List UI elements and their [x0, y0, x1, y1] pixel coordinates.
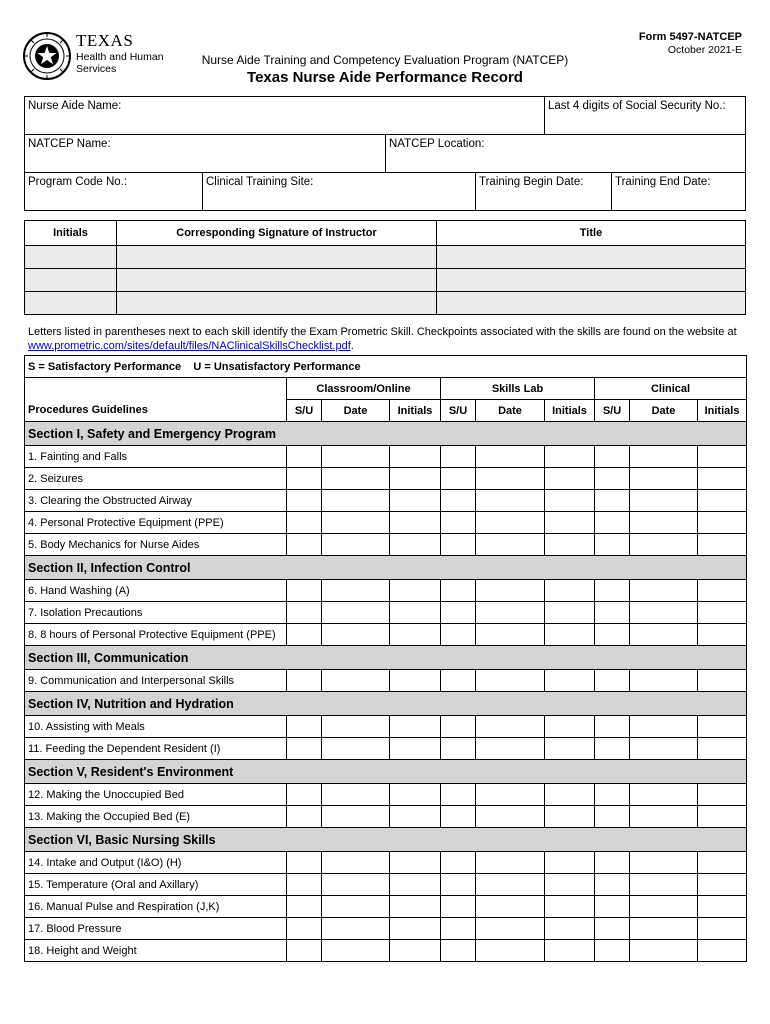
skills-lab-initials-cell[interactable] — [545, 534, 595, 556]
clinical-date-cell[interactable] — [630, 716, 698, 738]
clinical-initials-cell[interactable] — [698, 446, 747, 468]
logo-agency: Health and Human Services — [76, 51, 164, 75]
instructor-table — [24, 220, 746, 315]
initials-header: Initials — [545, 400, 595, 422]
natcep-name-label: NATCEP Name: — [28, 138, 111, 150]
skill-label: 2. Seizures — [25, 468, 287, 490]
nurse-aide-name-label: Nurse Aide Name: — [28, 100, 122, 112]
classroom-date-cell[interactable] — [322, 490, 390, 512]
skills-lab-initials-cell[interactable] — [545, 738, 595, 760]
classroom-initials-cell[interactable] — [390, 806, 441, 828]
skills-table — [24, 355, 747, 962]
skills-lab-su-cell[interactable] — [441, 490, 476, 512]
clinical-date-cell[interactable] — [630, 940, 698, 962]
skills-lab-initials-cell[interactable] — [545, 918, 595, 940]
clinical-su-cell[interactable] — [595, 918, 630, 940]
section-header-row — [25, 422, 747, 446]
skill-label: 13. Making the Occupied Bed (E) — [25, 806, 287, 828]
classroom-initials-cell[interactable] — [390, 874, 441, 896]
initials-header: Initials — [698, 400, 747, 422]
date-header: Date — [322, 400, 390, 422]
skills-lab-su-cell[interactable] — [441, 446, 476, 468]
skills-lab-initials-cell[interactable] — [545, 624, 595, 646]
form-title: Texas Nurse Aide Performance Record — [247, 69, 523, 86]
classroom-initials-cell[interactable] — [390, 446, 441, 468]
instructor-row — [25, 246, 746, 269]
natcep-name-field[interactable] — [24, 134, 386, 173]
classroom-date-cell[interactable] — [322, 534, 390, 556]
initials-header: Initials — [25, 221, 117, 246]
classroom-date-cell[interactable] — [322, 918, 390, 940]
classroom-date-cell[interactable] — [322, 784, 390, 806]
instructor-row — [25, 292, 746, 315]
clinical-date-cell[interactable] — [630, 738, 698, 760]
skill-row — [25, 624, 747, 646]
skills-lab-date-cell[interactable] — [476, 512, 545, 534]
skill-label: 16. Manual Pulse and Respiration (J,K) — [25, 896, 287, 918]
clinical-initials-cell[interactable] — [698, 896, 747, 918]
skills-lab-su-cell[interactable] — [441, 468, 476, 490]
skills-lab-su-cell[interactable] — [441, 580, 476, 602]
clinical-initials-cell[interactable] — [698, 940, 747, 962]
clinical-initials-cell[interactable] — [698, 918, 747, 940]
classroom-date-cell[interactable] — [322, 852, 390, 874]
clinical-date-cell[interactable] — [630, 624, 698, 646]
classroom-su-cell[interactable] — [287, 446, 322, 468]
skills-lab-su-cell[interactable] — [441, 602, 476, 624]
skill-row — [25, 490, 747, 512]
classroom-su-cell[interactable] — [287, 670, 322, 692]
clinical-date-cell[interactable] — [630, 512, 698, 534]
title-input[interactable] — [437, 269, 746, 292]
clinical-initials-cell[interactable] — [698, 468, 747, 490]
signature-header: Corresponding Signature of Instructor — [117, 221, 437, 246]
classroom-initials-cell[interactable] — [390, 852, 441, 874]
clinical-su-cell[interactable] — [595, 940, 630, 962]
program-code-label: Program Code No.: — [28, 176, 128, 188]
clinical-initials-cell[interactable] — [698, 670, 747, 692]
classroom-su-cell[interactable] — [287, 940, 322, 962]
skills-lab-date-cell[interactable] — [476, 852, 545, 874]
note-text: Letters listed in parentheses next to each skill identify the Exam Prometric Skill. Checkpoints associated with the skills are found on the website at — [28, 326, 737, 338]
skills-lab-initials-cell[interactable] — [545, 852, 595, 874]
ssn-field[interactable] — [544, 96, 746, 135]
clinical-su-cell[interactable] — [595, 874, 630, 896]
skills-lab-date-cell[interactable] — [476, 446, 545, 468]
section-title: Section IV, Nutrition and Hydration — [25, 692, 747, 716]
signature-input[interactable] — [117, 269, 437, 292]
group-clinical: Clinical — [595, 378, 747, 400]
clinical-initials-cell[interactable] — [698, 624, 747, 646]
classroom-su-cell[interactable] — [287, 602, 322, 624]
begin-date-label: Training Begin Date: — [479, 176, 584, 188]
skill-row — [25, 468, 747, 490]
classroom-su-cell[interactable] — [287, 468, 322, 490]
classroom-initials-cell[interactable] — [390, 918, 441, 940]
ssn-label: Last 4 digits of Social Security No.: — [548, 100, 726, 112]
instructions-note — [28, 325, 750, 353]
skill-label: 17. Blood Pressure — [25, 918, 287, 940]
skills-lab-initials-cell[interactable] — [545, 670, 595, 692]
skill-row — [25, 446, 747, 468]
procedures-spacer — [25, 378, 287, 400]
classroom-initials-cell[interactable] — [390, 940, 441, 962]
clinical-initials-cell[interactable] — [698, 784, 747, 806]
title-header: Title — [437, 221, 746, 246]
form-number: Form 5497-NATCEP — [638, 31, 742, 43]
classroom-initials-cell[interactable] — [390, 490, 441, 512]
note-end: . — [350, 340, 354, 352]
initials-input[interactable] — [25, 269, 117, 292]
classroom-su-cell[interactable] — [287, 490, 322, 512]
classroom-date-cell[interactable] — [322, 874, 390, 896]
classroom-date-cell[interactable] — [322, 468, 390, 490]
skill-row — [25, 670, 747, 692]
skill-row — [25, 940, 747, 962]
skills-lab-su-cell[interactable] — [441, 512, 476, 534]
skills-lab-initials-cell[interactable] — [545, 716, 595, 738]
skills-lab-initials-cell[interactable] — [545, 512, 595, 534]
title-input[interactable] — [437, 246, 746, 269]
skills-lab-initials-cell[interactable] — [545, 896, 595, 918]
skill-label: 10. Assisting with Meals — [25, 716, 287, 738]
clinical-date-cell[interactable] — [630, 918, 698, 940]
skill-label: 5. Body Mechanics for Nurse Aides — [25, 534, 287, 556]
clinical-su-cell[interactable] — [595, 602, 630, 624]
classroom-initials-cell[interactable] — [390, 738, 441, 760]
legend: S = Satisfactory Performance U = Unsatisfactory Performance — [25, 356, 747, 378]
clinical-date-cell[interactable] — [630, 468, 698, 490]
skills-lab-su-cell[interactable] — [441, 670, 476, 692]
skill-row — [25, 738, 747, 760]
classroom-initials-cell[interactable] — [390, 580, 441, 602]
classroom-su-cell[interactable] — [287, 896, 322, 918]
skills-lab-initials-cell[interactable] — [545, 874, 595, 896]
skills-lab-date-cell[interactable] — [476, 624, 545, 646]
skill-label: 11. Feeding the Dependent Resident (I) — [25, 738, 287, 760]
skill-row — [25, 806, 747, 828]
group-skills-lab: Skills Lab — [441, 378, 595, 400]
classroom-date-cell[interactable] — [322, 738, 390, 760]
classroom-initials-cell[interactable] — [390, 896, 441, 918]
clinical-su-cell[interactable] — [595, 490, 630, 512]
skill-row — [25, 896, 747, 918]
clinical-initials-cell[interactable] — [698, 738, 747, 760]
clinical-date-cell[interactable] — [630, 580, 698, 602]
signature-input[interactable] — [117, 246, 437, 269]
clinical-initials-cell[interactable] — [698, 602, 747, 624]
signature-input[interactable] — [117, 292, 437, 315]
clinical-site-label: Clinical Training Site: — [206, 176, 314, 188]
classroom-su-cell[interactable] — [287, 806, 322, 828]
date-header: Date — [630, 400, 698, 422]
classroom-date-cell[interactable] — [322, 716, 390, 738]
skills-lab-su-cell[interactable] — [441, 896, 476, 918]
classroom-su-cell[interactable] — [287, 874, 322, 896]
skills-lab-su-cell[interactable] — [441, 716, 476, 738]
classroom-su-cell[interactable] — [287, 580, 322, 602]
skill-row — [25, 602, 747, 624]
skills-lab-su-cell[interactable] — [441, 940, 476, 962]
skill-label: 12. Making the Unoccupied Bed — [25, 784, 287, 806]
logo-texas: TEXAS — [76, 31, 134, 50]
section-title: Section III, Communication — [25, 646, 747, 670]
skills-lab-initials-cell[interactable] — [545, 784, 595, 806]
section-header-row — [25, 692, 747, 716]
classroom-initials-cell[interactable] — [390, 468, 441, 490]
skills-lab-su-cell[interactable] — [441, 534, 476, 556]
clinical-date-cell[interactable] — [630, 534, 698, 556]
skills-lab-date-cell[interactable] — [476, 896, 545, 918]
end-date-field[interactable] — [611, 172, 746, 211]
group-classroom: Classroom/Online — [287, 378, 441, 400]
classroom-date-cell[interactable] — [322, 580, 390, 602]
clinical-initials-cell[interactable] — [698, 852, 747, 874]
section-header-row — [25, 556, 747, 580]
natcep-location-label: NATCEP Location: — [389, 138, 485, 150]
skill-row — [25, 852, 747, 874]
clinical-date-cell[interactable] — [630, 806, 698, 828]
classroom-date-cell[interactable] — [322, 896, 390, 918]
clinical-su-cell[interactable] — [595, 446, 630, 468]
initials-input[interactable] — [25, 292, 117, 315]
classroom-date-cell[interactable] — [322, 670, 390, 692]
clinical-date-cell[interactable] — [630, 490, 698, 512]
skills-lab-initials-cell[interactable] — [545, 446, 595, 468]
skills-lab-su-cell[interactable] — [441, 852, 476, 874]
section-title: Section II, Infection Control — [25, 556, 747, 580]
classroom-date-cell[interactable] — [322, 446, 390, 468]
clinical-su-cell[interactable] — [595, 738, 630, 760]
clinical-date-cell[interactable] — [630, 852, 698, 874]
skill-label: 7. Isolation Precautions — [25, 602, 287, 624]
skills-lab-date-cell[interactable] — [476, 940, 545, 962]
nurse-aide-name-field[interactable] — [24, 96, 545, 135]
skill-label: 1. Fainting and Falls — [25, 446, 287, 468]
section-header-row — [25, 828, 747, 852]
clinical-su-cell[interactable] — [595, 716, 630, 738]
program-name: Nurse Aide Training and Competency Evaluation Program (NATCEP) — [201, 53, 569, 67]
skills-lab-su-cell[interactable] — [441, 624, 476, 646]
classroom-su-cell[interactable] — [287, 716, 322, 738]
skills-lab-initials-cell[interactable] — [545, 602, 595, 624]
end-date-label: Training End Date: — [615, 176, 711, 188]
skills-lab-date-cell[interactable] — [476, 580, 545, 602]
skills-lab-date-cell[interactable] — [476, 806, 545, 828]
clinical-su-cell[interactable] — [595, 512, 630, 534]
classroom-initials-cell[interactable] — [390, 670, 441, 692]
form-date: October 2021-E — [667, 44, 742, 56]
classroom-date-cell[interactable] — [322, 624, 390, 646]
skill-row — [25, 874, 747, 896]
skills-lab-date-cell[interactable] — [476, 784, 545, 806]
skills-lab-date-cell[interactable] — [476, 534, 545, 556]
classroom-date-cell[interactable] — [322, 512, 390, 534]
classroom-initials-cell[interactable] — [390, 624, 441, 646]
program-code-field[interactable] — [24, 172, 203, 211]
clinical-su-cell[interactable] — [595, 624, 630, 646]
clinical-date-cell[interactable] — [630, 896, 698, 918]
classroom-initials-cell[interactable] — [390, 784, 441, 806]
skill-label: 9. Communication and Interpersonal Skills — [25, 670, 287, 692]
section-header-row — [25, 760, 747, 784]
classroom-su-cell[interactable] — [287, 738, 322, 760]
section-title: Section VI, Basic Nursing Skills — [25, 828, 747, 852]
skills-lab-su-cell[interactable] — [441, 784, 476, 806]
classroom-su-cell[interactable] — [287, 784, 322, 806]
classroom-su-cell[interactable] — [287, 918, 322, 940]
skill-label: 15. Temperature (Oral and Axillary) — [25, 874, 287, 896]
clinical-initials-cell[interactable] — [698, 580, 747, 602]
su-header: S/U — [441, 400, 476, 422]
skill-label: 8. 8 hours of Personal Protective Equipment (PPE) — [25, 624, 287, 646]
clinical-initials-cell[interactable] — [698, 716, 747, 738]
skills-lab-initials-cell[interactable] — [545, 940, 595, 962]
clinical-date-cell[interactable] — [630, 874, 698, 896]
skill-label: 18. Height and Weight — [25, 940, 287, 962]
skill-label: 6. Hand Washing (A) — [25, 580, 287, 602]
skill-label: 4. Personal Protective Equipment (PPE) — [25, 512, 287, 534]
classroom-date-cell[interactable] — [322, 940, 390, 962]
prometric-link[interactable]: www.prometric.com/sites/default/files/NAClinicalSkillsChecklist.pdf — [28, 340, 351, 352]
skill-row — [25, 534, 747, 556]
skills-lab-su-cell[interactable] — [441, 918, 476, 940]
skill-row — [25, 918, 747, 940]
skills-lab-su-cell[interactable] — [441, 738, 476, 760]
skill-row — [25, 512, 747, 534]
classroom-su-cell[interactable] — [287, 852, 322, 874]
skills-lab-su-cell[interactable] — [441, 874, 476, 896]
clinical-su-cell[interactable] — [595, 852, 630, 874]
classroom-su-cell[interactable] — [287, 512, 322, 534]
clinical-initials-cell[interactable] — [698, 534, 747, 556]
skills-lab-date-cell[interactable] — [476, 670, 545, 692]
clinical-date-cell[interactable] — [630, 784, 698, 806]
classroom-initials-cell[interactable] — [390, 534, 441, 556]
clinical-su-cell[interactable] — [595, 806, 630, 828]
clinical-date-cell[interactable] — [630, 446, 698, 468]
clinical-site-field[interactable] — [202, 172, 476, 211]
clinical-su-cell[interactable] — [595, 670, 630, 692]
classroom-su-cell[interactable] — [287, 624, 322, 646]
skill-label: 14. Intake and Output (I&O) (H) — [25, 852, 287, 874]
skill-row — [25, 784, 747, 806]
skills-lab-date-cell[interactable] — [476, 918, 545, 940]
classroom-initials-cell[interactable] — [390, 512, 441, 534]
clinical-su-cell[interactable] — [595, 896, 630, 918]
initials-header: Initials — [390, 400, 441, 422]
clinical-initials-cell[interactable] — [698, 806, 747, 828]
section-header-row — [25, 646, 747, 670]
su-header: S/U — [595, 400, 630, 422]
procedures-header: Procedures Guidelines — [25, 400, 287, 422]
clinical-su-cell[interactable] — [595, 784, 630, 806]
section-title: Section I, Safety and Emergency Program — [25, 422, 747, 446]
skills-lab-date-cell[interactable] — [476, 874, 545, 896]
section-title: Section V, Resident's Environment — [25, 760, 747, 784]
skills-lab-initials-cell[interactable] — [545, 468, 595, 490]
clinical-su-cell[interactable] — [595, 580, 630, 602]
skills-lab-su-cell[interactable] — [441, 806, 476, 828]
skills-lab-initials-cell[interactable] — [545, 580, 595, 602]
clinical-date-cell[interactable] — [630, 670, 698, 692]
skills-lab-date-cell[interactable] — [476, 738, 545, 760]
title-input[interactable] — [437, 292, 746, 315]
date-header: Date — [476, 400, 545, 422]
classroom-su-cell[interactable] — [287, 534, 322, 556]
skill-label: 3. Clearing the Obstructed Airway — [25, 490, 287, 512]
classroom-date-cell[interactable] — [322, 602, 390, 624]
skills-lab-date-cell[interactable] — [476, 602, 545, 624]
skills-lab-date-cell[interactable] — [476, 716, 545, 738]
clinical-initials-cell[interactable] — [698, 512, 747, 534]
classroom-date-cell[interactable] — [322, 806, 390, 828]
su-header: S/U — [287, 400, 322, 422]
skills-lab-date-cell[interactable] — [476, 468, 545, 490]
skill-row — [25, 716, 747, 738]
skills-lab-initials-cell[interactable] — [545, 806, 595, 828]
instructor-row — [25, 269, 746, 292]
clinical-su-cell[interactable] — [595, 468, 630, 490]
begin-date-field[interactable] — [475, 172, 612, 211]
initials-input[interactable] — [25, 246, 117, 269]
classroom-initials-cell[interactable] — [390, 716, 441, 738]
clinical-initials-cell[interactable] — [698, 874, 747, 896]
clinical-initials-cell[interactable] — [698, 490, 747, 512]
skills-lab-date-cell[interactable] — [476, 490, 545, 512]
clinical-date-cell[interactable] — [630, 602, 698, 624]
skills-lab-initials-cell[interactable] — [545, 490, 595, 512]
natcep-location-field[interactable] — [385, 134, 746, 173]
clinical-su-cell[interactable] — [595, 534, 630, 556]
skill-row — [25, 580, 747, 602]
classroom-initials-cell[interactable] — [390, 602, 441, 624]
